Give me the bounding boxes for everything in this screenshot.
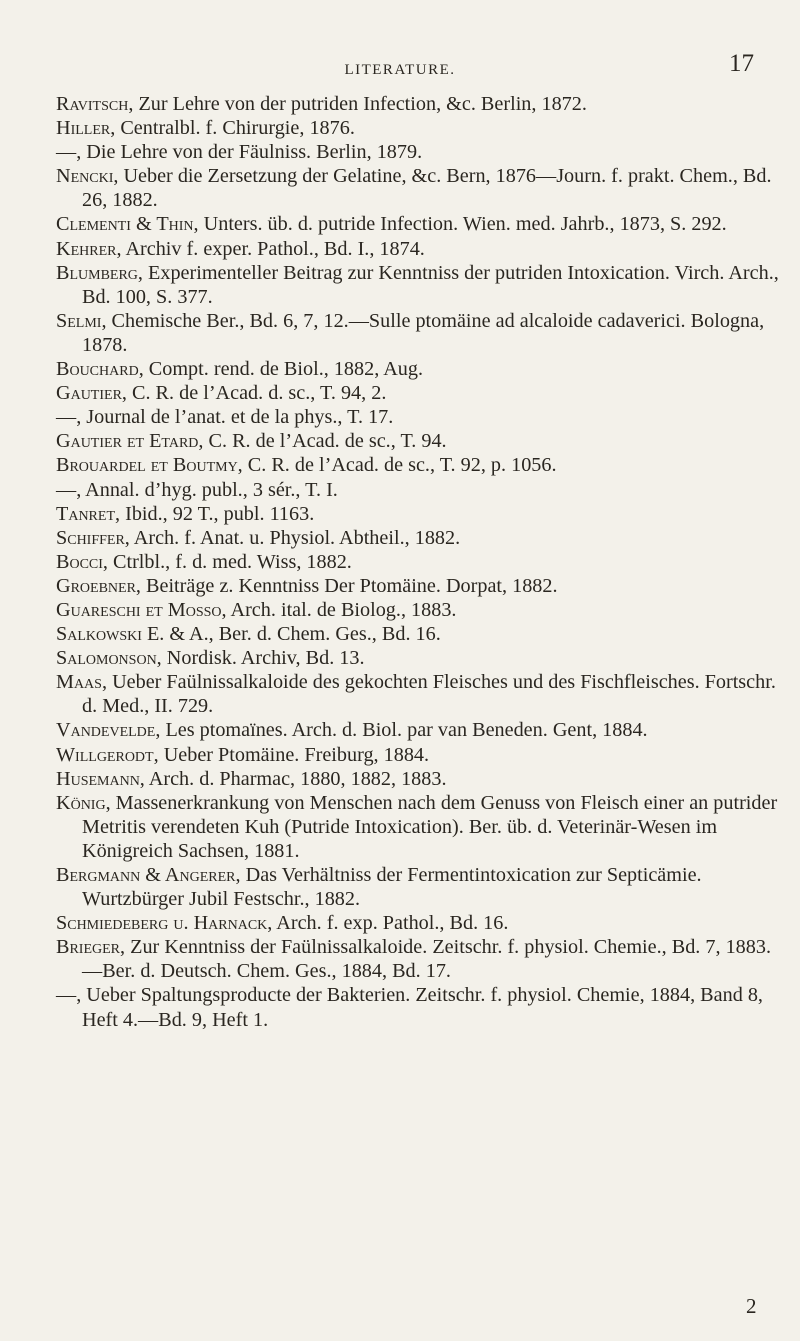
reference-author: Schmiedeberg u. Harnack, bbox=[56, 912, 273, 935]
reference-author: Maas, bbox=[56, 671, 108, 694]
reference-entry bbox=[56, 478, 780, 502]
reference-entry bbox=[56, 718, 780, 742]
reference-text: Chemische Ber., Bd. 6, 7, 12.—Sulle ptomäine ad alcaloide cadaverici. Bologna, 1878. bbox=[82, 309, 765, 356]
reference-entry bbox=[56, 646, 780, 670]
reference-text: Ueber die Zersetzung der Gelatine, &c. Bern, 1876—Journ. f. prakt. Chem., Bd. 26, 1882. bbox=[82, 165, 772, 212]
reference-author: Gautier, bbox=[56, 382, 127, 405]
reference-author: Kehrer, bbox=[56, 237, 122, 260]
reference-author: Schiffer, bbox=[56, 526, 130, 549]
reference-text: Compt. rend. de Biol., 1882, Aug. bbox=[143, 358, 424, 381]
reference-text: —, Ueber Spaltungsproducte der Bakterien. Zeitschr. f. physiol. Chemie, 1884, Band 8, Heft 4.—Bd. 9, Heft 1. bbox=[56, 984, 763, 1031]
reference-entry bbox=[56, 598, 780, 622]
reference-entry bbox=[56, 502, 780, 526]
reference-entry bbox=[56, 526, 780, 550]
reference-author: König, bbox=[56, 791, 111, 814]
reference-entry bbox=[56, 935, 780, 983]
reference-entry bbox=[56, 116, 780, 140]
reference-author: Salomonson, bbox=[56, 647, 162, 670]
reference-entry bbox=[56, 212, 780, 236]
reference-text: Ueber Faülnissalkaloide des gekochten Fleisches und des Fischfleisches. Fortschr. d. Med., II. 729. bbox=[82, 671, 776, 718]
page-number: 17 bbox=[729, 50, 754, 77]
reference-text: Les ptomaïnes. Arch. d. Biol. par van Beneden. Gent, 1884. bbox=[160, 719, 648, 742]
reference-text: —, Annal. d’hyg. publ., 3 sér., T. I. bbox=[56, 478, 338, 501]
reference-author: Husemann, bbox=[56, 767, 145, 790]
reference-text: Arch. d. Pharmac, 1880, 1882, 1883. bbox=[144, 767, 447, 790]
reference-author: Salkowski bbox=[56, 623, 142, 646]
reference-text: Ueber Ptomäine. Freiburg, 1884. bbox=[158, 743, 430, 766]
reference-author: Gautier et Etard, bbox=[56, 430, 204, 453]
reference-text: Massenerkrankung von Menschen nach dem Genuss von Fleisch einer an putrider Metritis verendeten Kuh (Putride Intoxication). Ber. üb. d. Veterinär-Wesen im Königreich Sachsen, 1881. bbox=[82, 791, 778, 862]
reference-text: Beiträge z. Kenntniss Der Ptomäine. Dorpat, 1882. bbox=[140, 574, 558, 597]
reference-text: Arch. f. Anat. u. Physiol. Abtheil., 1882. bbox=[129, 526, 461, 549]
reference-text: Zur Lehre von der putriden Infection, &c. Berlin, 1872. bbox=[133, 93, 587, 115]
reference-author: Bergmann & Angerer, bbox=[56, 864, 241, 886]
reference-author: Brouardel et Boutmy, bbox=[56, 454, 243, 477]
reference-text: C. R. de l’Acad. de sc., T. 92, p. 1056. bbox=[242, 454, 557, 477]
signature-mark: 2 bbox=[746, 1294, 757, 1318]
reference-entry bbox=[56, 381, 780, 405]
reference-author: Selmi, bbox=[56, 309, 107, 332]
reference-entry bbox=[56, 574, 780, 598]
reference-text: Das Verhältniss der Fermentintoxication zur Septicämie. Wurtzbürger Jubil Festschr., 1882. bbox=[82, 864, 702, 911]
reference-entry bbox=[56, 429, 780, 453]
reference-author: Ravitsch, bbox=[56, 93, 134, 115]
reference-author: Blumberg, bbox=[56, 261, 143, 284]
reference-entry bbox=[56, 791, 780, 863]
reference-text: Ctrlbl., f. d. med. Wiss, 1882. bbox=[107, 550, 352, 573]
reference-author: Clementi & Thin, bbox=[56, 213, 199, 236]
reference-entry bbox=[56, 261, 780, 309]
reference-entry bbox=[56, 357, 780, 381]
reference-author: Guareschi et Mosso, bbox=[56, 598, 227, 621]
reference-author: Willgerodt, bbox=[56, 743, 159, 766]
reference-entry bbox=[56, 309, 780, 357]
reference-text: Centralbl. f. Chirurgie, 1876. bbox=[115, 117, 355, 140]
reference-entry bbox=[56, 550, 780, 574]
reference-text: —, Die Lehre von der Fäulniss. Berlin, 1879. bbox=[56, 141, 423, 164]
reference-entry bbox=[56, 453, 780, 477]
reference-author: Nencki, bbox=[56, 165, 119, 188]
reference-entry bbox=[56, 405, 780, 429]
reference-entry bbox=[56, 622, 780, 646]
reference-text: Arch. f. exp. Pathol., Bd. 16. bbox=[272, 912, 509, 935]
reference-entry bbox=[56, 164, 780, 212]
reference-text: Experimenteller Beitrag zur Kenntniss der putriden Intoxication. Virch. Arch., Bd. 100, S. 377. bbox=[82, 261, 779, 308]
reference-entry bbox=[56, 237, 780, 261]
reference-author: Bouchard, bbox=[56, 358, 144, 381]
reference-text: Arch. ital. de Biolog., 1883. bbox=[226, 598, 457, 621]
reference-text: C. R. de l’Acad. d. sc., T. 94, 2. bbox=[126, 382, 387, 405]
reference-text: C. R. de l’Acad. de sc., T. 94. bbox=[203, 430, 447, 453]
reference-text: E. & A., Ber. d. Chem. Ges., Bd. 16. bbox=[141, 623, 441, 646]
reference-entry bbox=[56, 743, 780, 767]
reference-entry bbox=[56, 670, 780, 718]
reference-text: Unters. üb. d. putride Infection. Wien. med. Jahrb., 1873, S. 292. bbox=[198, 213, 727, 236]
running-head: LITERATURE. bbox=[344, 62, 456, 78]
reference-entry bbox=[56, 863, 780, 911]
reference-text: Nordisk. Archiv, Bd. 13. bbox=[161, 647, 365, 670]
reference-author: Hiller, bbox=[56, 117, 116, 140]
reference-text: Zur Kenntniss der Faülnissalkaloide. Zeitschr. f. physiol. Chemie., Bd. 7, 1883.—Ber. d. Deutsch. Chem. Ges., 1884, Bd. 17. bbox=[82, 936, 771, 983]
reference-entry bbox=[56, 767, 780, 791]
reference-entry bbox=[56, 140, 780, 164]
reference-entry bbox=[56, 983, 780, 1031]
reference-author: Groebner, bbox=[56, 574, 141, 597]
reference-list bbox=[56, 92, 780, 1032]
reference-author: Tanret, bbox=[56, 502, 121, 525]
reference-author: Brieger, bbox=[56, 936, 126, 959]
reference-author: Vandevelde, bbox=[56, 719, 161, 742]
reference-author: Bocci, bbox=[56, 550, 108, 573]
reference-text: Ibid., 92 T., publ. 1163. bbox=[120, 502, 315, 525]
reference-text: Archiv f. exper. Pathol., Bd. I., 1874. bbox=[121, 237, 425, 260]
reference-entry bbox=[56, 92, 780, 116]
reference-entry bbox=[56, 911, 780, 935]
reference-text: —, Journal de l’anat. et de la phys., T. 17. bbox=[56, 406, 394, 429]
